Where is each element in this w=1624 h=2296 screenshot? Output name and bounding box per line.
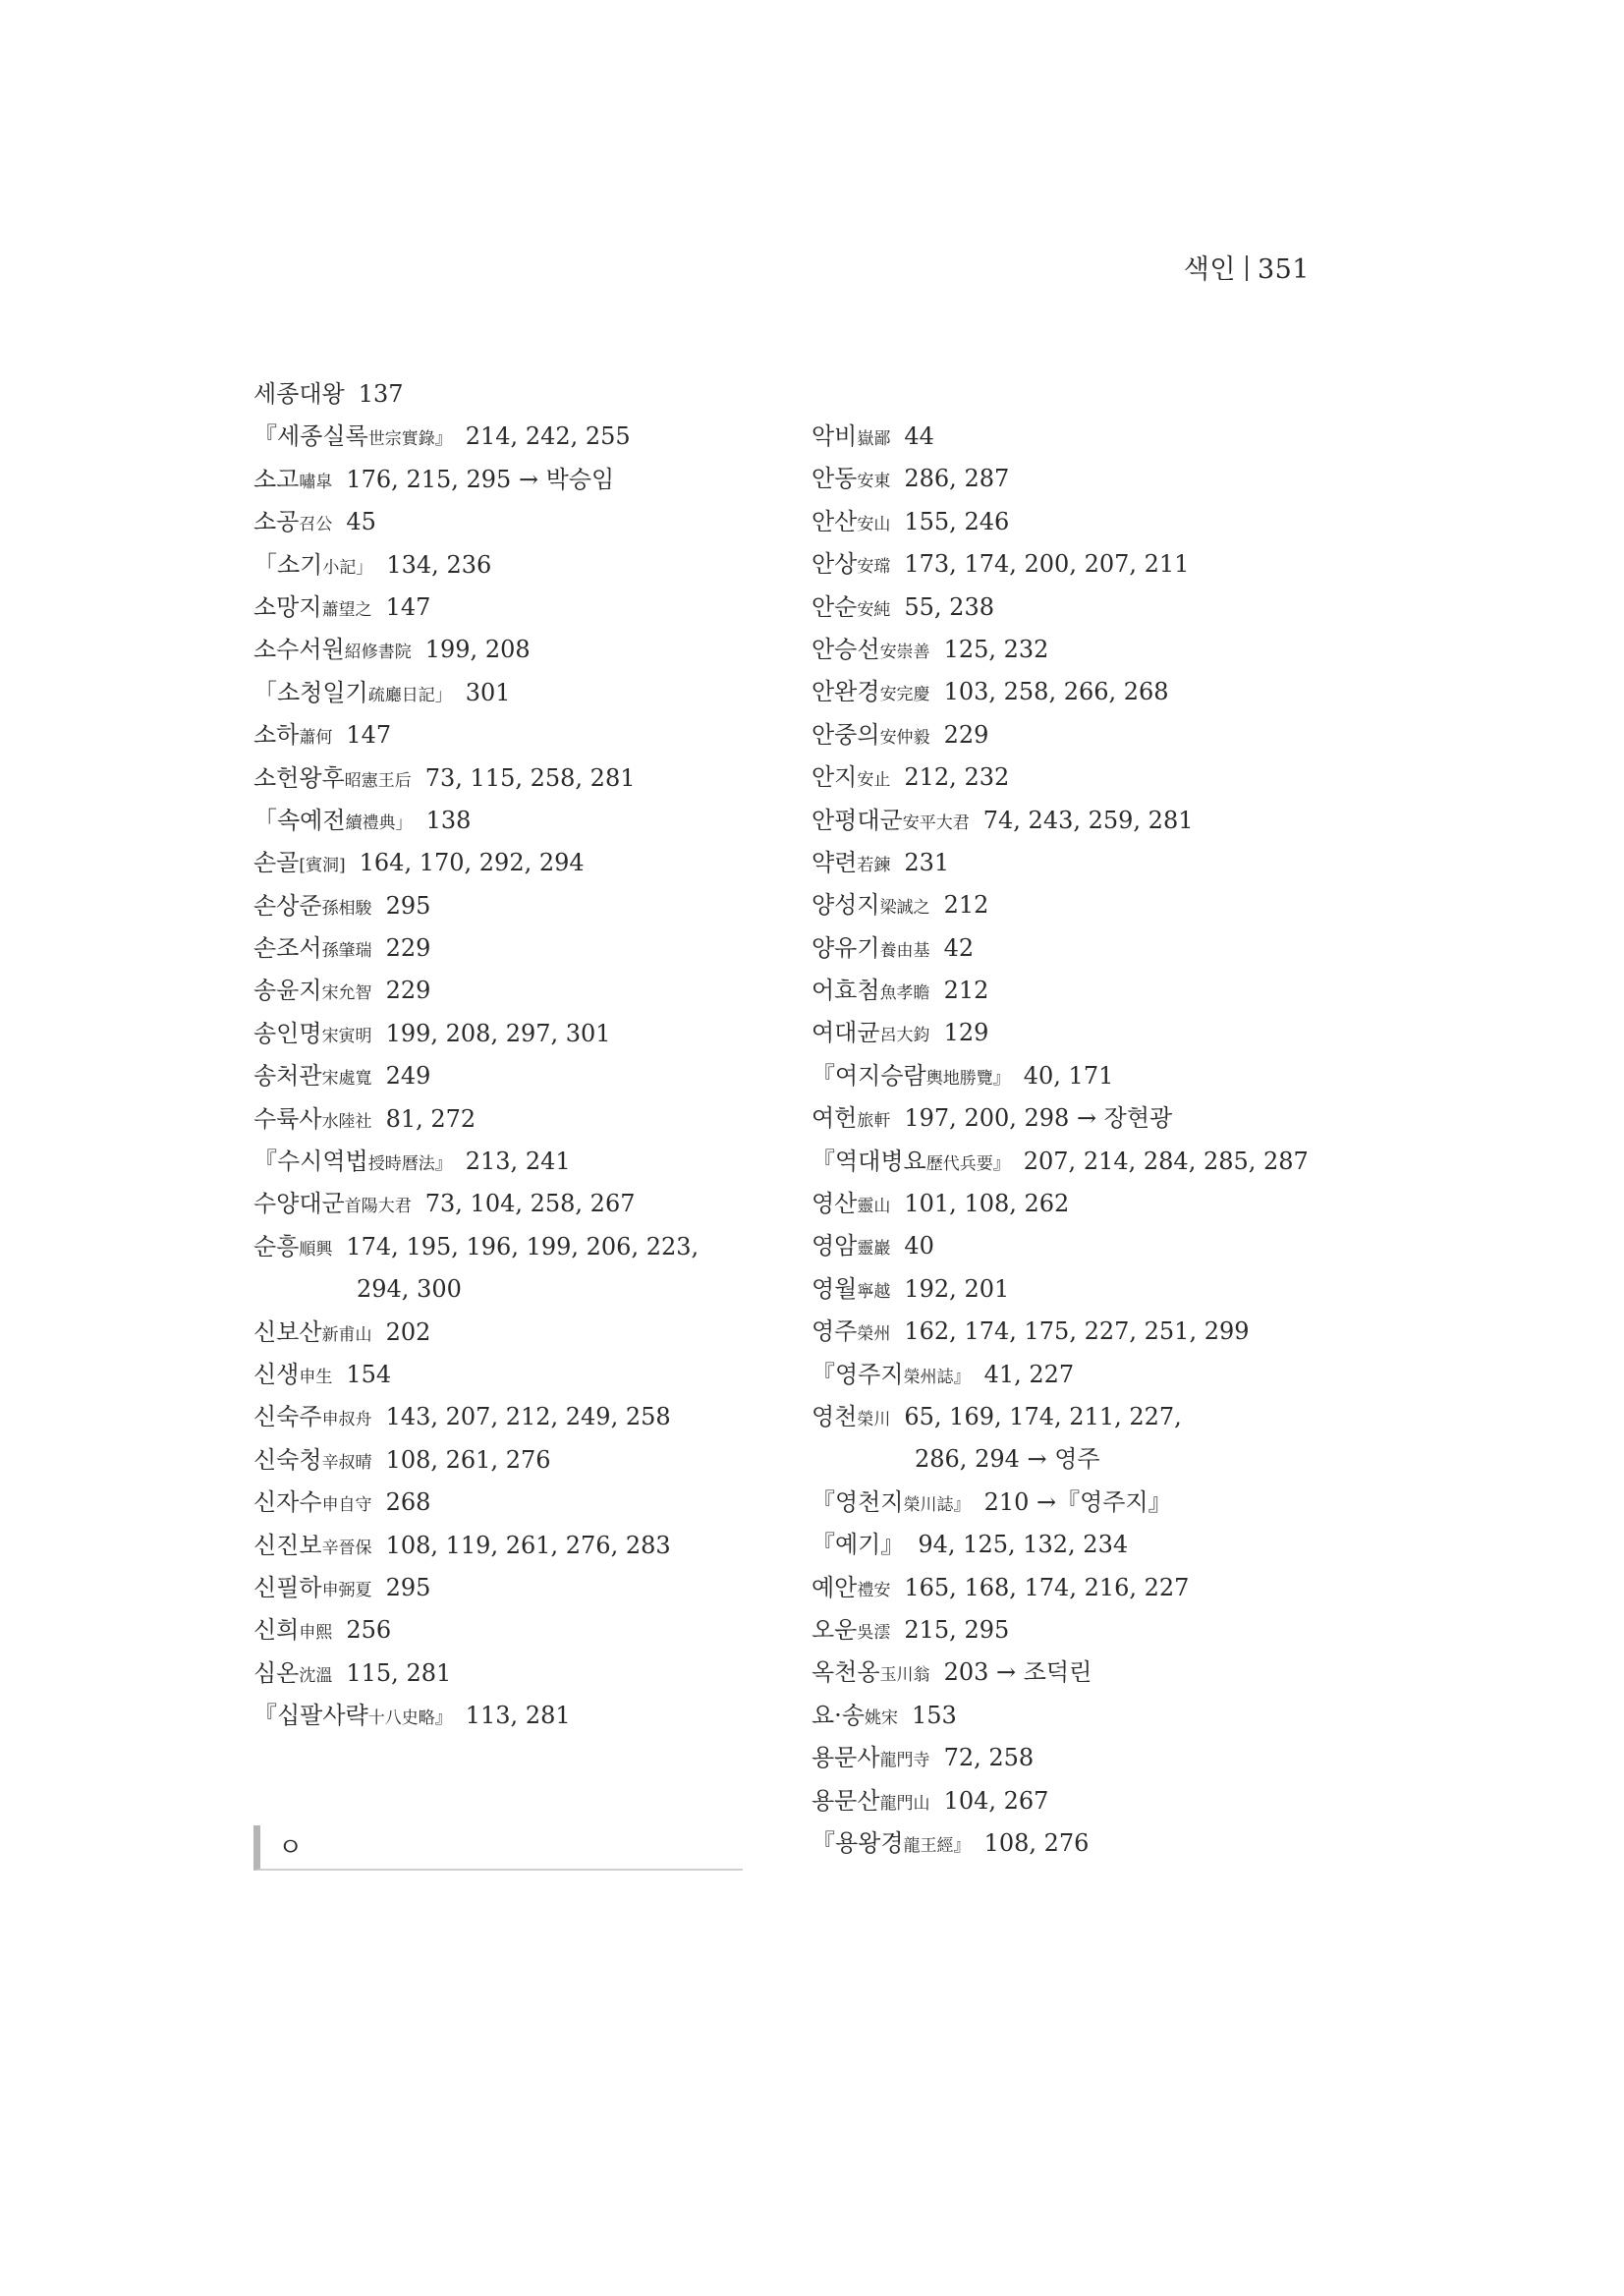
entry-hanja: 宋允智 [321, 983, 372, 1004]
index-entry-continuation [812, 1438, 1362, 1481]
entry-hanja: 嶽鄙 [857, 429, 891, 449]
entry-hanja: 昭憲王后 [344, 770, 412, 791]
running-head-label: 색인 [1183, 254, 1236, 285]
entry-term: 신자수 [253, 1488, 322, 1517]
entry-term: 수륙사 [253, 1104, 322, 1133]
entry-hanja: 順興 [299, 1239, 333, 1260]
entry-hanja: 龍王經』 [903, 1835, 971, 1856]
entry-hanja: 安仲毅 [879, 727, 930, 748]
entry-pages: 115, 281 [346, 1658, 452, 1687]
index-entry [812, 1737, 1362, 1779]
entry-pages: 294, 300 [357, 1275, 462, 1304]
entry-hanja: 宋處寬 [321, 1069, 372, 1090]
entry-term: 여대균 [812, 1019, 880, 1047]
entry-hanja: 安東 [857, 472, 891, 492]
entry-term: 『십팔사략 [253, 1702, 368, 1730]
entry-hanja: 疏廳日記」 [367, 685, 452, 705]
index-entry [812, 1567, 1362, 1609]
index-entry [812, 416, 1362, 458]
entry-hanja: 靈山 [857, 1197, 891, 1217]
index-entry [253, 1098, 745, 1141]
entry-hanja: 安止 [857, 770, 891, 791]
entry-term: 안승선 [812, 635, 880, 663]
index-entry [812, 927, 1362, 970]
entry-hanja: 安山 [857, 514, 891, 534]
entry-hanja: 寧越 [857, 1281, 891, 1302]
entry-term: 신진보 [253, 1531, 322, 1559]
entry-pages: 42 [943, 933, 975, 962]
entry-hanja: 安平大君 [902, 812, 970, 833]
entry-hanja: 姚宋 [865, 1708, 898, 1728]
entry-term: 악비 [812, 422, 858, 450]
entry-pages: 147 [346, 721, 392, 750]
entry-pages: 212 [943, 977, 989, 1005]
entry-term: 약련 [812, 848, 858, 876]
entry-pages: 94, 125, 132, 234 [918, 1531, 1129, 1559]
index-entry [253, 800, 745, 842]
entry-hanja: 若鍊 [857, 855, 891, 875]
entry-pages: 295 [385, 1573, 431, 1601]
index-entry [812, 714, 1362, 756]
index-entry [812, 1652, 1362, 1694]
entry-term: 안동 [812, 465, 858, 493]
index-entry-continuation [253, 1268, 745, 1311]
index-column-right [812, 416, 1362, 1865]
entry-term: 수양대군 [253, 1190, 345, 1218]
entry-term: 영월 [812, 1274, 858, 1303]
entry-pages: 41, 227 [983, 1360, 1075, 1388]
entry-pages: 231 [904, 848, 950, 876]
entry-pages: 55, 238 [904, 592, 994, 621]
index-entry [812, 458, 1362, 500]
entry-pages: 174, 195, 196, 199, 206, 223, [346, 1232, 700, 1260]
entry-hanja: 申自守 [321, 1495, 372, 1516]
index-entry [812, 800, 1362, 842]
entry-pages: 164, 170, 292, 294 [359, 849, 585, 877]
entry-pages: 295 [385, 891, 431, 920]
entry-pages: 256 [346, 1616, 392, 1645]
index-entry [253, 1609, 745, 1652]
entry-hanja: 申叔舟 [321, 1410, 372, 1430]
entry-term: 『영천지 [812, 1487, 904, 1516]
entry-pages: 113, 281 [465, 1702, 571, 1730]
entry-hanja: 吳澐 [857, 1622, 891, 1643]
entry-pages: 162, 174, 175, 227, 251, 299 [904, 1317, 1250, 1346]
entry-pages: 199, 208, 297, 301 [385, 1019, 611, 1047]
entry-pages: 176, 215, 295 → 박승임 [346, 465, 615, 493]
entry-pages: 40, 171 [1023, 1061, 1114, 1090]
entry-hanja: 榮川 [857, 1409, 891, 1429]
index-entry [253, 544, 745, 587]
section-heading [253, 1825, 743, 1871]
entry-term: 심온 [253, 1658, 300, 1687]
entry-pages: 108, 261, 276 [385, 1445, 551, 1474]
entry-term: 송처관 [253, 1062, 322, 1091]
entry-pages: 129 [943, 1019, 989, 1047]
index-entry [812, 1055, 1362, 1097]
entry-term: 소망지 [253, 592, 322, 621]
entry-pages: 134, 236 [386, 550, 492, 579]
entry-term: 송윤지 [253, 977, 322, 1005]
entry-hanja: 辛晉保 [321, 1538, 372, 1558]
entry-pages: 203 → 조덕린 [943, 1658, 1092, 1687]
entry-term: 안평대군 [812, 806, 903, 834]
index-entry [812, 671, 1362, 713]
entry-hanja: 申弼夏 [321, 1580, 372, 1600]
section-heading-letter: ㅇ [278, 1833, 304, 1863]
index-entry [253, 1482, 745, 1524]
entry-term: 안지 [812, 763, 858, 792]
entry-hanja: 呂大鈞 [879, 1026, 930, 1046]
index-entry [812, 1524, 1362, 1566]
entry-pages: 286, 294 → 영주 [915, 1445, 1100, 1474]
index-entry [812, 1268, 1362, 1311]
entry-term: 신숙주 [253, 1403, 322, 1431]
entry-hanja: 安完慶 [879, 685, 930, 705]
entry-hanja: 孫相駿 [321, 898, 372, 919]
entry-term: 영천 [812, 1402, 858, 1430]
index-entry [812, 629, 1362, 671]
entry-term: 신보산 [253, 1317, 322, 1346]
entry-term: 소공 [253, 508, 300, 536]
entry-term: 신생 [253, 1360, 300, 1388]
index-entry [812, 1482, 1362, 1524]
entry-hanja: 榮州 [857, 1324, 891, 1345]
entry-term: 소수서원 [253, 636, 345, 664]
entry-hanja: 小記」 [322, 557, 373, 578]
entry-term: 안순 [812, 592, 858, 621]
index-entry [253, 416, 745, 458]
entry-term: 『영주지 [812, 1360, 904, 1388]
entry-pages: 73, 115, 258, 281 [424, 763, 636, 792]
entry-pages: 202 [385, 1317, 431, 1346]
index-entry [812, 842, 1362, 884]
entry-pages: 229 [385, 934, 431, 963]
index-entry [812, 970, 1362, 1012]
entry-term: 옥천옹 [812, 1658, 880, 1687]
index-entry [253, 459, 745, 501]
entry-hanja: 辛叔晴 [321, 1452, 372, 1473]
entry-term: 순흥 [253, 1232, 300, 1260]
index-entry [253, 587, 745, 629]
entry-hanja: 歷代兵要』 [925, 1153, 1010, 1174]
entry-hanja: 宋寅明 [321, 1026, 372, 1046]
entry-hanja: 榮川誌』 [903, 1494, 971, 1515]
entry-term: 손골 [253, 849, 300, 877]
entry-term: 여헌 [812, 1104, 858, 1133]
entry-pages: 143, 207, 212, 249, 258 [385, 1403, 671, 1431]
entry-hanja: 輿地勝覽』 [925, 1068, 1010, 1089]
entry-hanja: 孫肇瑞 [321, 941, 372, 962]
index-entry [253, 1183, 745, 1225]
index-entry [253, 373, 745, 416]
index-entry [253, 1567, 745, 1609]
index-entry [253, 501, 745, 543]
entry-term: 영주 [812, 1317, 858, 1346]
index-entry [812, 501, 1362, 543]
entry-term: 용문사 [812, 1744, 880, 1772]
entry-term: 「소기 [253, 550, 323, 579]
entry-pages: 104, 267 [943, 1786, 1049, 1815]
index-entry [253, 970, 745, 1012]
index-entry [812, 1097, 1362, 1140]
index-entry [253, 672, 745, 714]
entry-term: 영산 [812, 1190, 858, 1218]
entry-hanja: 安瑺 [857, 557, 891, 578]
entry-hanja: 首陽大君 [344, 1197, 412, 1217]
entry-hanja: 申生 [299, 1367, 333, 1387]
entry-pages: 229 [943, 720, 989, 749]
entry-term: 신필하 [253, 1573, 322, 1601]
entry-pages: 108, 276 [983, 1828, 1090, 1857]
index-entry [253, 1354, 745, 1396]
entry-pages: 72, 258 [943, 1744, 1035, 1772]
entry-pages: 74, 243, 259, 281 [982, 806, 1194, 834]
index-entry [253, 629, 745, 671]
index-entry [812, 1396, 1362, 1438]
page-number: 351 [1257, 254, 1310, 285]
index-entry [253, 1312, 745, 1354]
index-entry [253, 1013, 745, 1055]
entry-term: 『예기』 [812, 1531, 905, 1559]
entry-hanja: 召公 [299, 515, 333, 535]
entry-hanja: 安崇善 [879, 642, 930, 662]
entry-pages: 215, 295 [904, 1615, 1010, 1644]
entry-pages: 73, 104, 258, 267 [424, 1190, 636, 1218]
entry-term: 어효첨 [812, 977, 880, 1005]
entry-pages: 249 [385, 1062, 431, 1091]
index-entry [812, 1225, 1362, 1267]
index-entry [253, 1652, 745, 1695]
index-entry [812, 884, 1362, 926]
index-entry [812, 1354, 1362, 1396]
entry-term: 예안 [812, 1573, 858, 1601]
entry-hanja: 嘯皐 [299, 472, 333, 492]
entry-term: 요·송 [812, 1701, 865, 1729]
entry-hanja: 旅軒 [857, 1111, 891, 1132]
entry-pages: 65, 169, 174, 211, 227, [904, 1402, 1182, 1430]
entry-pages: 229 [385, 977, 431, 1005]
index-entry [812, 587, 1362, 629]
entry-term: 소고 [253, 465, 300, 493]
entry-pages: 207, 214, 284, 285, 287 [1023, 1147, 1309, 1175]
entry-hanja: 沈溫 [299, 1665, 333, 1686]
index-entry [253, 885, 745, 927]
index-entry [812, 1183, 1362, 1225]
entry-term: 『역대병요 [812, 1147, 926, 1175]
entry-pages: 197, 200, 298 → 장현광 [904, 1104, 1173, 1133]
entry-hanja: 安純 [857, 599, 891, 620]
entry-hanja: 榮州誌』 [903, 1367, 971, 1387]
entry-hanja: 十八史略』 [367, 1708, 452, 1729]
entry-pages: 101, 108, 262 [904, 1190, 1070, 1218]
entry-pages: 199, 208 [424, 636, 531, 664]
entry-term: 안중의 [812, 720, 880, 749]
entry-pages: 212, 232 [904, 763, 1010, 792]
index-entry [253, 1695, 745, 1737]
entry-term: 용문산 [812, 1786, 880, 1815]
entry-pages: 40 [904, 1232, 934, 1260]
entry-pages: 81, 272 [385, 1104, 476, 1133]
index-entry [253, 1396, 745, 1438]
entry-hanja: 申熙 [299, 1623, 333, 1644]
entry-term: 「속예전 [253, 806, 346, 834]
index-entry [812, 1780, 1362, 1822]
entry-hanja: 玉川翁 [879, 1665, 930, 1686]
entry-pages: 45 [346, 508, 376, 536]
entry-term: 오운 [812, 1615, 858, 1644]
entry-pages: 173, 174, 200, 207, 211 [904, 550, 1190, 579]
index-entry [253, 714, 745, 756]
index-entry [812, 1609, 1362, 1652]
entry-pages: 44 [904, 422, 934, 450]
index-entry [812, 1822, 1362, 1865]
index-entry [253, 1055, 745, 1097]
index-entry [812, 543, 1362, 586]
index-entry [253, 1141, 745, 1183]
entry-term: 손상준 [253, 891, 322, 920]
entry-term: 『용왕경 [812, 1828, 904, 1857]
entry-hanja: 水陸社 [321, 1111, 372, 1132]
entry-pages: 301 [465, 678, 511, 706]
entry-pages: 192, 201 [904, 1274, 1010, 1303]
running-head-divider [1246, 255, 1248, 281]
entry-pages: 103, 258, 266, 268 [943, 678, 1169, 706]
index-entry [253, 842, 745, 884]
entry-term: 「소청일기 [253, 678, 368, 706]
entry-pages: 125, 232 [943, 635, 1049, 663]
index-entry [812, 1012, 1362, 1054]
entry-pages: 155, 246 [904, 507, 1010, 535]
index-entry [812, 1311, 1362, 1353]
entry-hanja: 禮安 [857, 1580, 891, 1600]
entry-pages: 138 [425, 806, 472, 834]
entry-hanja: 蕭望之 [321, 599, 372, 620]
entry-term: 손조서 [253, 934, 322, 963]
entry-term: 양유기 [812, 933, 880, 962]
entry-hanja: 續禮典」 [345, 812, 413, 833]
entry-hanja: 魚孝瞻 [879, 983, 930, 1004]
index-entry [253, 757, 745, 800]
entry-term: 『세종실록 [253, 422, 368, 451]
index-entry [253, 1525, 745, 1567]
entry-hanja: 蕭何 [299, 728, 333, 749]
entry-term: 안상 [812, 550, 858, 579]
index-entry [812, 1141, 1362, 1183]
entry-term: 『여지승람 [812, 1061, 926, 1090]
entry-pages: 147 [385, 592, 431, 621]
entry-hanja: 世宗實錄』 [367, 429, 452, 450]
entry-term: 안완경 [812, 678, 880, 706]
entry-pages: 268 [385, 1488, 431, 1517]
entry-hanja: 龍門山 [879, 1793, 930, 1814]
entry-term: 영암 [812, 1232, 858, 1260]
entry-term: 송인명 [253, 1019, 322, 1047]
entry-pages: 153 [912, 1701, 957, 1729]
index-column-left [253, 373, 745, 1738]
entry-pages: 165, 168, 174, 216, 227 [904, 1573, 1190, 1601]
entry-term: 세종대왕 [253, 380, 345, 408]
index-entry [253, 1226, 745, 1268]
entry-pages: 214, 242, 255 [465, 422, 631, 451]
running-head [1184, 248, 1310, 286]
entry-term: 신희 [253, 1616, 300, 1645]
entry-hanja: 養由基 [879, 940, 930, 961]
entry-pages: 212 [943, 891, 989, 920]
entry-term: 『수시역법 [253, 1148, 368, 1176]
entry-term: 안산 [812, 507, 858, 535]
index-entry [253, 1439, 745, 1482]
entry-term: 양성지 [812, 891, 880, 920]
index-entry [253, 927, 745, 970]
entry-hanja: 紹修書院 [344, 643, 412, 663]
entry-pages: 137 [358, 380, 404, 408]
entry-hanja: [賓洞] [299, 856, 346, 876]
index-entry [812, 1695, 1362, 1737]
entry-term: 소하 [253, 721, 300, 750]
entry-pages: 213, 241 [465, 1148, 571, 1176]
entry-pages: 286, 287 [904, 465, 1010, 493]
entry-hanja: 授時曆法』 [367, 1154, 452, 1175]
entry-term: 신숙청 [253, 1445, 322, 1474]
entry-hanja: 靈巖 [857, 1239, 891, 1260]
entry-hanja: 龍門寺 [879, 1751, 930, 1771]
entry-term: 소헌왕후 [253, 763, 345, 792]
index-entry [812, 756, 1362, 799]
entry-hanja: 梁誠之 [879, 898, 930, 919]
entry-pages: 154 [346, 1360, 392, 1388]
entry-hanja: 新甫山 [321, 1324, 372, 1345]
entry-pages: 210 →『영주지』 [983, 1487, 1172, 1516]
entry-pages: 108, 119, 261, 276, 283 [385, 1531, 671, 1559]
